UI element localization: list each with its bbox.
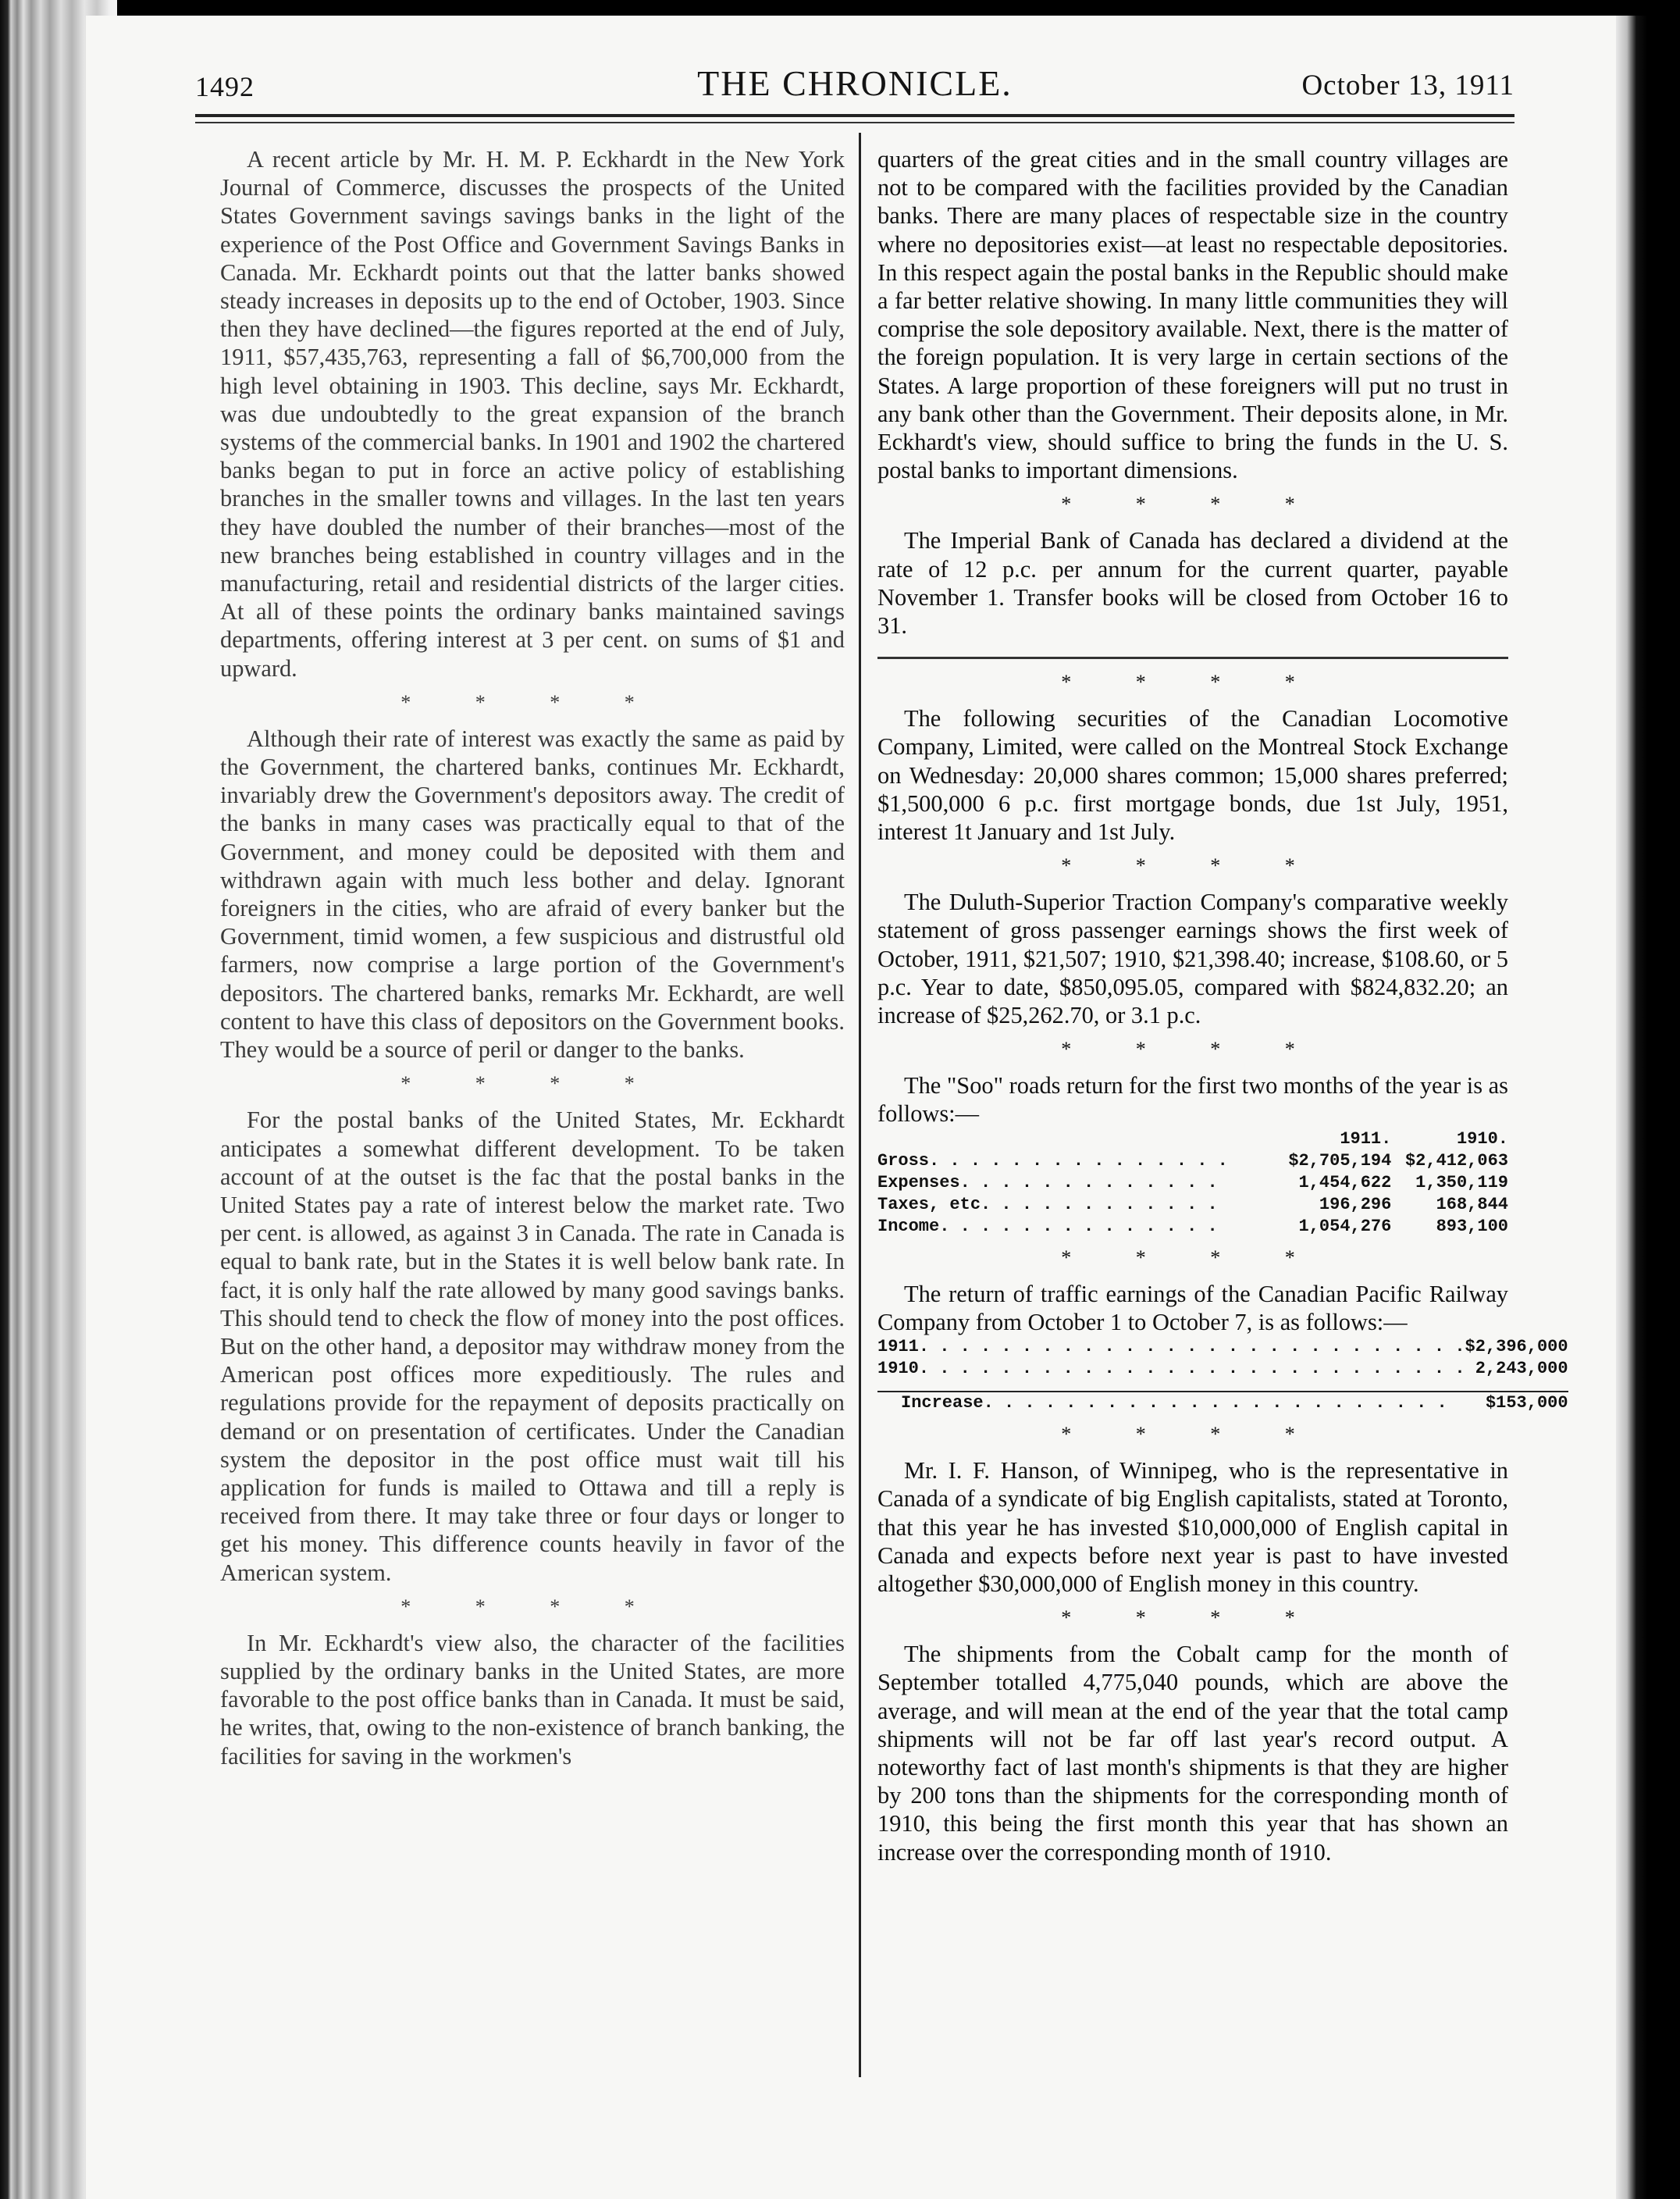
header-rule-thin — [195, 122, 1514, 123]
page-right-edge — [1616, 16, 1647, 2199]
article-paragraph: Although their rate of interest was exactly the same as paid by the Government, the chartered banks, continues Mr. Eckhardt, invariably drew the Government's depositors away. The credit of the banks in many cases was practically equal to that of the Government, and money could be deposited with them and withdrawn again with much less bother and delay. Ignorant foreigners in the cities, who are afraid of every banker but the Government, timid women, a few suspicious and distrustful old farmers, now comprise a large portion of the Government's depositors. The chartered banks, remarks Mr. Eckhardt, are well content to have this class of depositors on the Government books. They would be a source of peril or danger to the banks. — [220, 725, 845, 1064]
news-item-imperial-bank: The Imperial Bank of Canada has declared a dividend at the rate of 12 p.c. per annum for the current quarter, payable November 1. Transfer books will be closed from October 16 to 31. — [877, 527, 1508, 640]
section-separator: * * * * — [1061, 854, 1325, 878]
news-item-soo: The "Soo" roads return for the first two months of the year is as follows:— — [877, 1072, 1508, 1128]
table-row — [877, 1172, 1508, 1194]
value-1910: $2,412,063 — [1404, 1150, 1508, 1171]
article-paragraph: A recent article by Mr. H. M. P. Eckhardt in the New York Journal of Commerce, discusses the prospects of the United States Government savings savings banks in the light of the experience of the Post Office and Government Savings Banks in Canada. Mr. Eckhardt points out that the latter banks showed steady increases in deposits up to the end of October, 1903. Since then they have declined—the figures reported at the end of July, 1911, $57,435,763, representing a fall of $6,700,000 from the high level obtaining in 1903. This decline, says Mr. Eckhardt, was due undoubtedly to the great expansion of the branch systems of the commercial banks. In 1901 and 1902 the chartered banks began to put in force an active policy of establishing branches in the smaller towns and villages. In the last ten years they have doubled the number of their branches—most of the new branches being established in country villages and in the manufacturing, retail and residential districts of the larger cities. At all of these points the ordinary banks maintained savings departments, offering interest at 3 per cent. on sums of $1 and upward. — [220, 146, 845, 682]
header-rule-thick — [195, 114, 1514, 117]
column-header-1910: 1910. — [1456, 1128, 1508, 1149]
table-row — [877, 1150, 1508, 1172]
news-item-cobalt: The shipments from the Cobalt camp for the month of September totalled 4,775,040 pounds, which are above the average, and will mean at the end of the year that the total camp shipments will not be far off last year's record output. A noteworthy fact of last month's shipments is that they are higher by 200 tons than the shipments for the corresponding month of 1910, this being the first month this year that has shown an increase over the corresponding month of 1910. — [877, 1641, 1508, 1866]
section-separator: * * * * — [1061, 671, 1325, 694]
value-1911: 1,054,276 — [1298, 1216, 1392, 1236]
row-label: 1911 — [877, 1337, 919, 1357]
dot-leader: . . . . . . . . . . . . . . . . . . . . . . . . . . . — [918, 1337, 1465, 1357]
table-row — [877, 1358, 1568, 1380]
row-label: Income — [877, 1216, 940, 1236]
cpr-earnings-table — [877, 1336, 1568, 1414]
table-row — [877, 1194, 1508, 1216]
section-separator: * * * * — [1061, 1423, 1325, 1446]
issue-date: October 13, 1911 — [1301, 69, 1514, 102]
value-1911: 1,454,622 — [1298, 1172, 1392, 1192]
value-1910: 1,350,119 — [1415, 1172, 1508, 1192]
total-label: Increase — [901, 1393, 984, 1413]
section-separator: * * * * — [400, 1595, 664, 1618]
section-separator: * * * * — [1061, 1038, 1325, 1061]
table-total-row — [877, 1392, 1568, 1414]
value-1911: $2,705,194 — [1288, 1150, 1392, 1171]
right-column — [877, 145, 1568, 1866]
news-item-hanson: Mr. I. F. Hanson, of Winnipeg, who is the representative in Canada of a syndicate of big English capitalists, stated at Toronto, that this year he has invested $10,000,000 of English capital in Canada and expects before next year is past to have invested altogether $30,000,000 of English money in this country. — [877, 1457, 1508, 1597]
value-1911: 196,296 — [1319, 1194, 1392, 1214]
row-value: $2,396,000 — [1465, 1337, 1568, 1357]
row-value: 2,243,000 — [1475, 1359, 1568, 1379]
section-separator: * * * * — [1061, 493, 1325, 516]
total-value: $153,000 — [1465, 1392, 1568, 1414]
section-separator: * * * * — [400, 1072, 664, 1096]
dot-leader: . . . . . . . . . . . . . . . . . . . . . . . . . . . — [918, 1359, 1465, 1379]
column-header-1911: 1911. — [1340, 1128, 1392, 1149]
article-paragraph: For the postal banks of the United States, Mr. Eckhardt anticipates a somewhat different development. To be taken account of at the outset is the fac that the postal banks in the United States pay a rate of interest below the market rate. Two per cent. is allowed, as against 3 in Canada. The rate in Canada is equal to bank rate, but in the States it is well below bank rate. In fact, it is only half the rate allowed by many good savings banks. This should tend to check the flow of money into the post offices. But on the other hand, a depositor may withdraw money from the American post offices more expeditiously. The rules and regulations provide for the repayment of deposits practically on demand or on presentation of certificates. Under the Canadian system the depositor in the post office must wait till his application for funds is mailed to Ottawa and till a reply is received from there. It may take three or four days or longer to get his money. This difference counts heavily in favor of the American system. — [220, 1107, 845, 1586]
row-label: 1910 — [877, 1359, 919, 1379]
table-row — [877, 1216, 1508, 1238]
publication-title: THE CHRONICLE. — [697, 63, 1013, 103]
row-label: Gross — [877, 1150, 930, 1171]
article-paragraph: In Mr. Eckhardt's view also, the character of the facilities supplied by the ordinary banks in the United States, are more favorable to the post office banks than in Canada. It must be said, he writes, that, owing to the non-existence of branch banking, the facilities for saving in the workmen's — [220, 1629, 845, 1770]
table-row — [877, 1336, 1568, 1358]
section-separator: * * * * — [400, 690, 664, 714]
value-1910: 893,100 — [1436, 1216, 1508, 1236]
value-1910: 168,844 — [1436, 1194, 1508, 1214]
soo-earnings-table — [877, 1128, 1508, 1238]
dot-leader: . . . . . . . . . . . . . . . . . . . . . . . — [983, 1393, 1447, 1413]
dot-leader: . . . . . . . . . . . . . . . — [929, 1150, 1228, 1171]
article-paragraph: quarters of the great cities and in the small country villages are not to be compared with the facilities provided by the Canadian banks. There are many places of respectable size in the country where no depositories exist—at least no respectable depositories. In this respect again the postal banks in the Republic should make a far better relative showing. In many little communities they will comprise the sole depository available. Next, there is the matter of the foreign population. It is very large in certain sections of the States. A large proportion of these foreigners will put no trust in any bank other than the Government. Their deposits alone, in Mr. Eckhardt's view, should suffice to bring the funds in the U. S. postal banks to important dimensions. — [877, 146, 1508, 484]
section-separator: * * * * — [1061, 1246, 1325, 1269]
column-divider — [859, 133, 861, 2077]
dot-leader: . . . . . . . . . . . . — [981, 1194, 1218, 1214]
section-separator: * * * * — [1061, 1606, 1325, 1630]
page-number: 1492 — [195, 71, 254, 102]
dot-leader: . . . . . . . . . . . . . . — [939, 1216, 1218, 1236]
dot-leader: . . . . . . . . . . . . . — [959, 1172, 1218, 1192]
news-item-cpr: The return of traffic earnings of the Canadian Pacific Railway Company from October 1 to October 7, is as follows:— — [877, 1280, 1508, 1335]
page-header — [195, 62, 1514, 109]
section-divider-line — [877, 657, 1508, 659]
row-label: Expenses — [877, 1172, 960, 1192]
news-item-locomotive: The following securities of the Canadian Locomotive Company, Limited, were called on the Montreal Stock Exchange on Wednesday: 20,000 shares common; 15,000 shares preferred; $1,500,000 6 p.c. first mortgage bonds, due 1st July, 1951, interest 1t January and 1st July. — [877, 705, 1508, 846]
left-column — [220, 145, 845, 1770]
row-label: Taxes, etc — [877, 1194, 981, 1214]
news-item-duluth: The Duluth-Superior Traction Company's comparative weekly statement of gross passenger earnings shows the first week of October, 1911, $21,507; 1910, $21,398.40; increase, $108.60, or 5 p.c. Year to date, $850,095.05, compared with $824,832.20; an increase of $25,262.70, or 3.1 p.c. — [877, 889, 1508, 1029]
